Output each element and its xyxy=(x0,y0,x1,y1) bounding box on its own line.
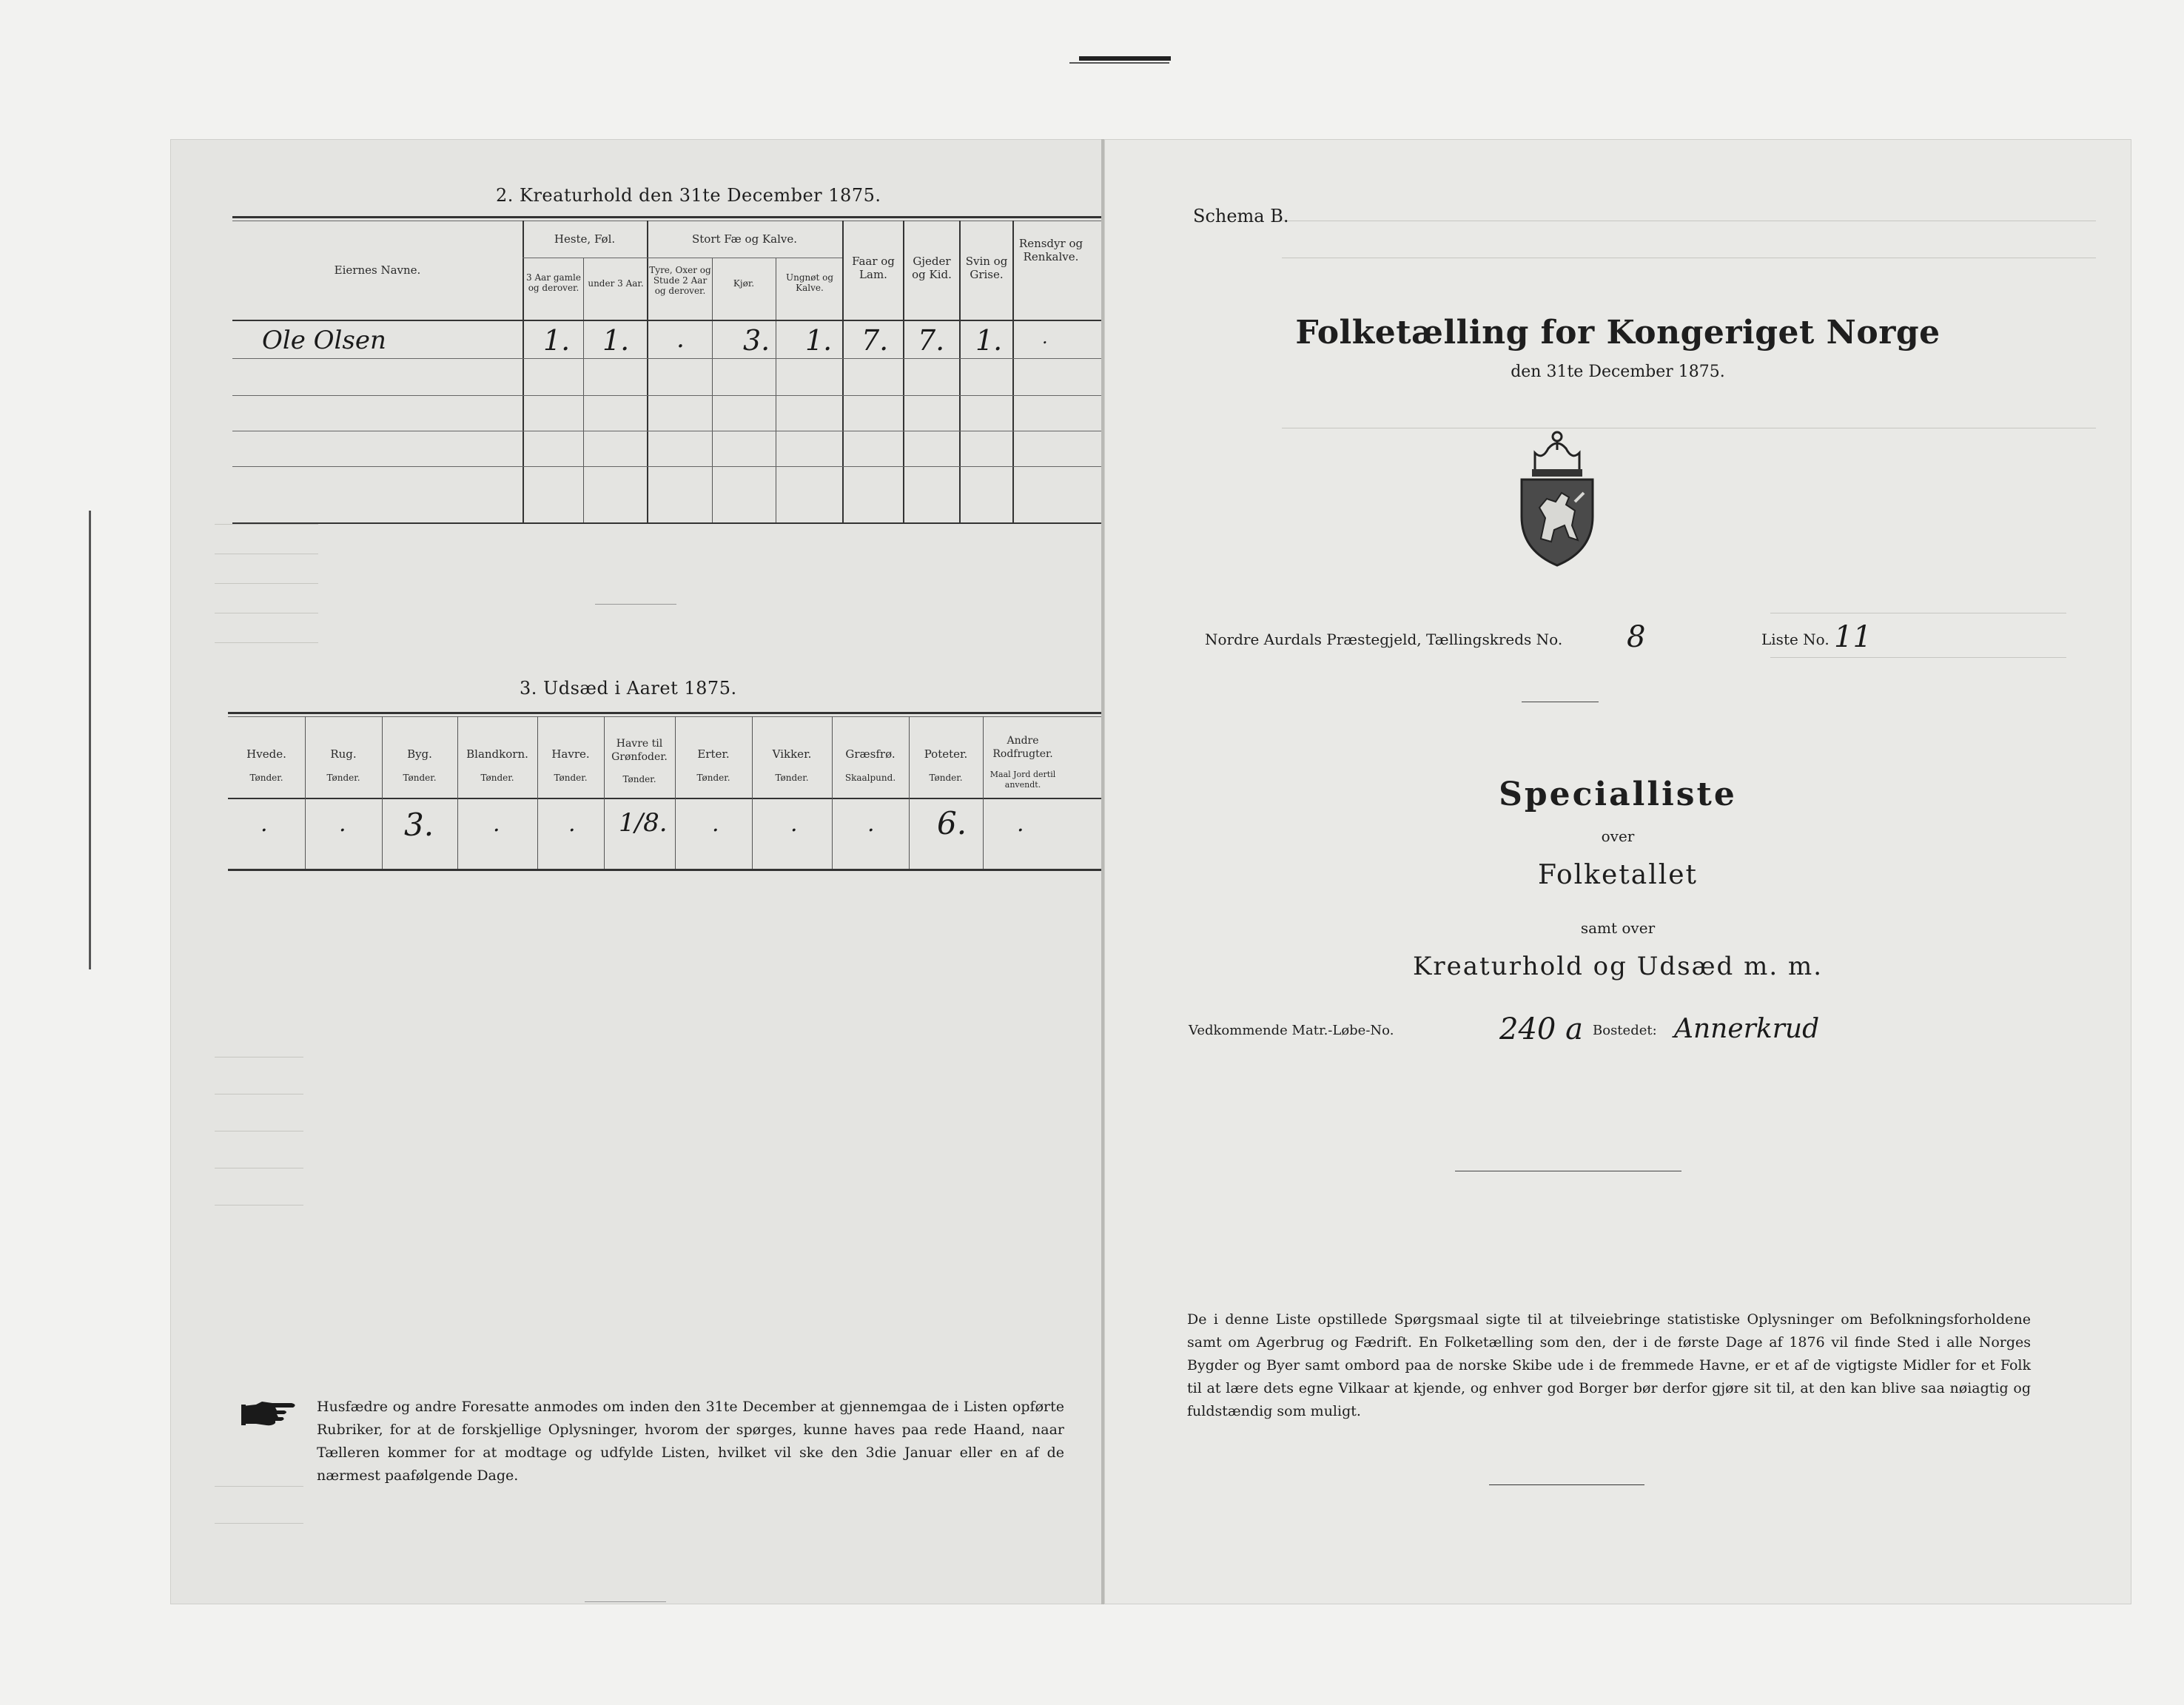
udsaed-col-blandkorn: Blandkorn. xyxy=(466,747,528,761)
left-page xyxy=(170,139,1104,1604)
col-ungnot-header: Ungnøt og Kalve. xyxy=(785,272,834,293)
col-heste-3aar-header: 3 Aar gamle og derover. xyxy=(526,272,581,293)
udsaed-value-graesfro: . xyxy=(867,811,875,837)
specialliste-title: Specialliste xyxy=(1499,776,1737,813)
udsaed-col-hvede: Hvede. xyxy=(246,747,286,761)
udsaed-table xyxy=(228,712,1104,882)
udsaed-value-havre: . xyxy=(568,811,576,837)
col-rensdyr-header: Rensdyr og Renkalve. xyxy=(1018,237,1083,263)
udsaed-unit-byg: Tønder. xyxy=(403,773,437,783)
owner-name: Ole Olsen xyxy=(262,326,386,355)
udsaed-col-erter: Erter. xyxy=(697,747,730,761)
heste-under3-value: 1. xyxy=(602,324,630,357)
kjor-value: 3. xyxy=(743,324,770,357)
gjeder-value: 7. xyxy=(918,324,945,357)
bosted-label: Bostedet: xyxy=(1593,1023,1657,1038)
udsaed-col-byg: Byg. xyxy=(407,747,432,761)
udsaed-unit-havre: Tønder. xyxy=(554,773,588,783)
rensdyr-value: . xyxy=(1042,327,1048,348)
udsaed-value-blandkorn: . xyxy=(493,811,500,837)
udsaed-title: 3. Udsæd i Aaret 1875. xyxy=(520,678,737,699)
udsaed-value-erter: . xyxy=(712,811,719,837)
col-faar-header: Faar og Lam. xyxy=(852,255,895,281)
scan-mark-top xyxy=(1079,56,1171,61)
udsaed-unit-poteter: Tønder. xyxy=(929,773,963,783)
scan-mark-left xyxy=(89,511,91,969)
kreaturhold-table xyxy=(232,216,1104,675)
bottom-separator xyxy=(585,1601,666,1602)
liste-label: Liste No. xyxy=(1761,630,1829,648)
heste-3aar-value: 1. xyxy=(543,324,571,357)
bosted-value: Annerkrud xyxy=(1674,1014,1820,1044)
ungnot-value: 1. xyxy=(805,324,833,357)
col-gjeder-header: Gjeder og Kid. xyxy=(912,255,952,281)
udsaed-value-byg: 3. xyxy=(404,807,434,843)
right-page xyxy=(1104,139,2131,1604)
udsaed-unit-hvede: Tønder. xyxy=(249,773,283,783)
kreaturhold-udsaed-text: Kreaturhold og Udsæd m. m. xyxy=(1412,952,1823,981)
bleed-line xyxy=(1770,657,2066,658)
udsaed-unit-graesfro: Skaalpund. xyxy=(844,773,896,783)
matr-number: 240 a xyxy=(1499,1012,1583,1046)
notice-text: Husfædre og andre Foresatte anmodes om inden den 31te December at gjennemgaa de i Listen opførte Rubriker, for at de forskjellige Oplysninger, hvorom der spørges, kunne haves paa rede Haand, naar Tælleren kommer for at modtage og udfylde Listen, hvilket vil ske den 3die Januar eller en af de nærmest paafølgende Dage. xyxy=(317,1399,1064,1484)
schema-label: Schema B. xyxy=(1193,206,1289,226)
tyre-value: . xyxy=(676,324,685,354)
parish-line xyxy=(1205,620,2093,657)
census-title: Folketælling for Kongeriget Norge xyxy=(1295,314,1941,352)
udsaed-value-vikker: . xyxy=(790,811,798,837)
folketallet-text: Folketallet xyxy=(1537,860,1699,890)
coat-of-arms-icon xyxy=(1513,428,1602,568)
separator xyxy=(595,604,676,605)
udsaed-unit-rodfrugter: Maal Jord dertil anvendt. xyxy=(989,770,1056,790)
kreds-number: 8 xyxy=(1627,620,1646,654)
col-kjor-header: Kjør. xyxy=(733,278,755,289)
col-tyre-header: Tyre, Oxer og Stude 2 Aar og derover. xyxy=(649,265,711,296)
bleed-line xyxy=(215,1486,303,1487)
col-heste-header: Heste, Føl. xyxy=(554,232,616,246)
udsaed-col-havre-gronfoder: Havre til Grønfoder. xyxy=(611,738,668,763)
census-date: den 31te December 1875. xyxy=(1511,363,1725,381)
udsaed-col-vikker: Vikker. xyxy=(772,747,812,761)
udsaed-unit-vikker: Tønder. xyxy=(775,773,809,783)
bleed-line xyxy=(215,1523,303,1524)
udsaed-unit-blandkorn: Tønder. xyxy=(480,773,514,783)
udsaed-unit-erter: Tønder. xyxy=(696,773,730,783)
col-svin-header: Svin og Grise. xyxy=(965,255,1008,281)
udsaed-unit-havre-gronfoder: Tønder. xyxy=(622,774,656,784)
udsaed-col-poteter: Poteter. xyxy=(924,747,968,761)
udsaed-col-rodfrugter: Andre Rodfrugter. xyxy=(992,735,1053,760)
kreaturhold-title: 2. Kreaturhold den 31te December 1875. xyxy=(496,185,881,206)
samt-over-text: samt over xyxy=(1580,919,1656,937)
pointing-hand-icon xyxy=(240,1399,299,1428)
bottom-rule xyxy=(1489,1484,1644,1485)
matr-label: Vedkommende Matr.-Løbe-No. xyxy=(1189,1023,1394,1038)
udsaed-col-rug: Rug. xyxy=(330,747,357,761)
udsaed-value-poteter: 6. xyxy=(937,805,967,841)
udsaed-value-rug: . xyxy=(339,811,346,837)
faar-value: 7. xyxy=(861,324,889,357)
col-owner-header: Eiernes Navne. xyxy=(334,263,421,277)
udsaed-unit-rug: Tønder. xyxy=(326,773,360,783)
udsaed-col-havre: Havre. xyxy=(551,747,590,761)
matr-line xyxy=(1189,1012,2114,1049)
scan-mark-top-thin xyxy=(1069,62,1169,64)
liste-number: 11 xyxy=(1834,620,1872,654)
over-text: over xyxy=(1601,827,1635,845)
col-heste-under3-header: under 3 Aar. xyxy=(588,278,644,289)
svin-value: 1. xyxy=(975,324,1003,357)
parish-label: Nordre Aurdals Præstegjeld, Tællingskreds No. xyxy=(1205,630,1563,648)
col-storfae-header: Stort Fæ og Kalve. xyxy=(691,232,798,246)
udsaed-col-graesfro: Græsfrø. xyxy=(845,747,896,761)
udsaed-value-havre-gronfoder: 1/8. xyxy=(619,808,668,838)
udsaed-value-rodfrugter: . xyxy=(1017,811,1024,837)
info-text: De i denne Liste opstillede Spørgsmaal sigte til at tilveiebringe statistiske Oplysninger om Befolkningsforholdene samt om Agerbrug og Fædrift. En Folketælling som den, der i de første Dage af 1876 vil finde Sted i alle Norges Bygder og Byer samt ombord paa de norske Skibe ude i de fremmede Havne, er et af de vigtigste Midler for et Folk til at lære dets egne Vilkaar at kjende, og enhver god Borger bør derfor gjøre sit til, at den kan blive saa nøiagtig og fuldstændig som muligt. xyxy=(1187,1311,2031,1419)
udsaed-value-hvede: . xyxy=(261,811,268,837)
